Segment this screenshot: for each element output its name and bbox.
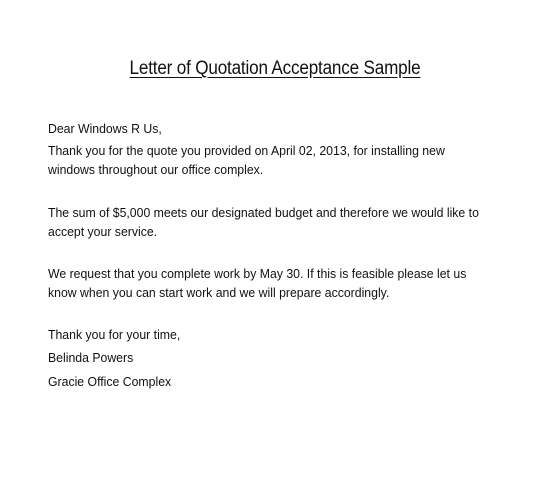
letter-closing: Thank you for your time,	[48, 327, 181, 342]
paragraph-quote-thanks: Thank you for the quote you provided on April 02, 2013, for installing new windows throughout our office complex.	[48, 143, 445, 177]
signer-organization: Gracie Office Complex	[48, 374, 172, 389]
paragraph-budget-acceptance: The sum of $5,000 meets our designated budget and therefore we would like to accept your service.	[48, 205, 479, 239]
letter-greeting: Dear Windows R Us,	[48, 121, 162, 136]
signer-name: Belinda Powers	[48, 350, 134, 365]
letter-title: Letter of Quotation Acceptance Sample	[129, 58, 421, 79]
paragraph-completion-request: We request that you complete work by May 30. If this is feasible please let us know when you can start work and we will prepare accordingly.	[48, 266, 467, 300]
